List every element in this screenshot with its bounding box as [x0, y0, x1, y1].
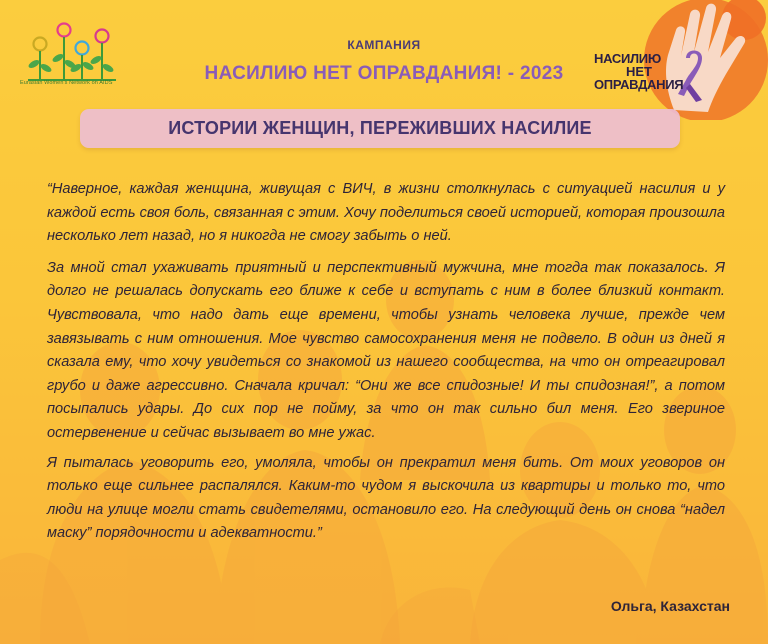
logo-right-line1: НАСИЛИЮ — [594, 51, 661, 66]
campaign-title: НАСИЛИЮ НЕТ ОПРАВДАНИЯ! - 2023 — [204, 63, 564, 84]
logo-right-line2: НЕТ — [626, 64, 652, 79]
logo-right-line3: ОПРАВДАНИЯ — [594, 77, 684, 92]
story-paragraph-2: За мной стал ухаживать приятный и перспективный мужчина, мне тогда так показалось. Я долго не решалась допускать его ближе к себе и вступать с ним в более близкий контакт. Чувствовала, что надо дать еще времени, чтобы узнать человека лучше, прежде чем завязывать с ним отношения. Мое чувство самосохранения меня не подвело. В один из дней я сказала ему, что хочу увидеться со знакомой из нашего сообщества, на что он отреагировал грубо и даже агрессивно. Сначала кричал: “Они же все спидозные! И ты спидозная!”, а потом посыпались удары. До сих пор не пойму, за что он так сильно бил меня. Его звериное остервенение и сейчас вызывает во мне ужас. — [47, 259, 725, 441]
campaign-kicker: КАМПАНИЯ — [347, 38, 421, 52]
logo-left-caption: Eurasian Women's Network on AIDS — [20, 80, 113, 86]
section-banner — [80, 109, 680, 148]
story-paragraph-3: Я пыталась уговорить его, умоляла, чтобы он прекратил меня бить. От моих уговоров он только еще сильнее распалялся. Каким-то чудом я выскочила из квартиры и только то, что люди на улице могли стать свидетелями, остановило его. На следующий день он снова “надел маску” порядочности и адекватности.” — [47, 454, 725, 542]
logo-right-wordmark — [594, 52, 686, 91]
story-signature: Ольга, Казахстан — [610, 598, 730, 614]
story-text — [47, 178, 725, 554]
banner-title: ИСТОРИИ ЖЕНЩИН, ПЕРЕЖИВШИХ НАСИЛИЕ — [168, 118, 592, 138]
story-paragraph-1: “Наверное, каждая женщина, живущая с ВИЧ, в жизни столкнулась с ситуацией насилия и у каждой есть своя боль, связанная с этим. Хочу поделиться своей историей, которая произошла несколько лет назад, но я никогда не смогу забыть о ней. — [47, 181, 725, 245]
